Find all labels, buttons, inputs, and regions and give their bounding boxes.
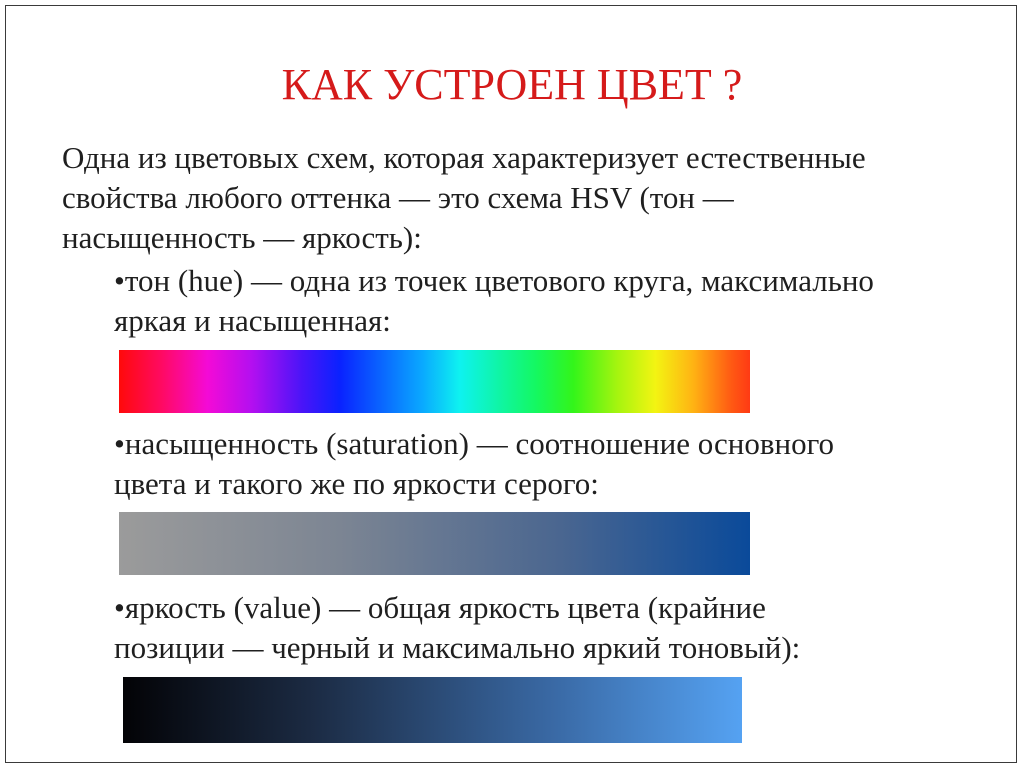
saturation-gradient-bar bbox=[119, 512, 750, 575]
intro-line: насыщенность — яркость): bbox=[62, 220, 422, 255]
hue-gradient-bar bbox=[119, 350, 750, 413]
bullet-line: позиции — черный и максимально яркий тоновый): bbox=[114, 630, 801, 665]
bullet-hue bbox=[114, 261, 874, 341]
intro-line: свойства любого оттенка — это схема HSV (тон — bbox=[62, 180, 734, 215]
intro-paragraph bbox=[62, 138, 866, 258]
bullet-line: яркая и насыщенная: bbox=[114, 303, 391, 338]
bullet-line: •яркость (value) — общая яркость цвета (крайние bbox=[114, 590, 766, 625]
slide-title: КАК УСТРОЕН ЦВЕТ ? bbox=[281, 60, 743, 109]
bullet-value bbox=[114, 588, 800, 668]
bullet-saturation bbox=[114, 424, 834, 504]
value-gradient-bar bbox=[123, 677, 742, 743]
bullet-line: цвета и такого же по яркости серого: bbox=[114, 466, 599, 501]
intro-line: Одна из цветовых схем, которая характеризует естественные bbox=[62, 140, 866, 175]
bullet-line: •тон (hue) — одна из точек цветового круга, максимально bbox=[114, 263, 874, 298]
bullet-line: •насыщенность (saturation) — соотношение основного bbox=[114, 426, 835, 461]
